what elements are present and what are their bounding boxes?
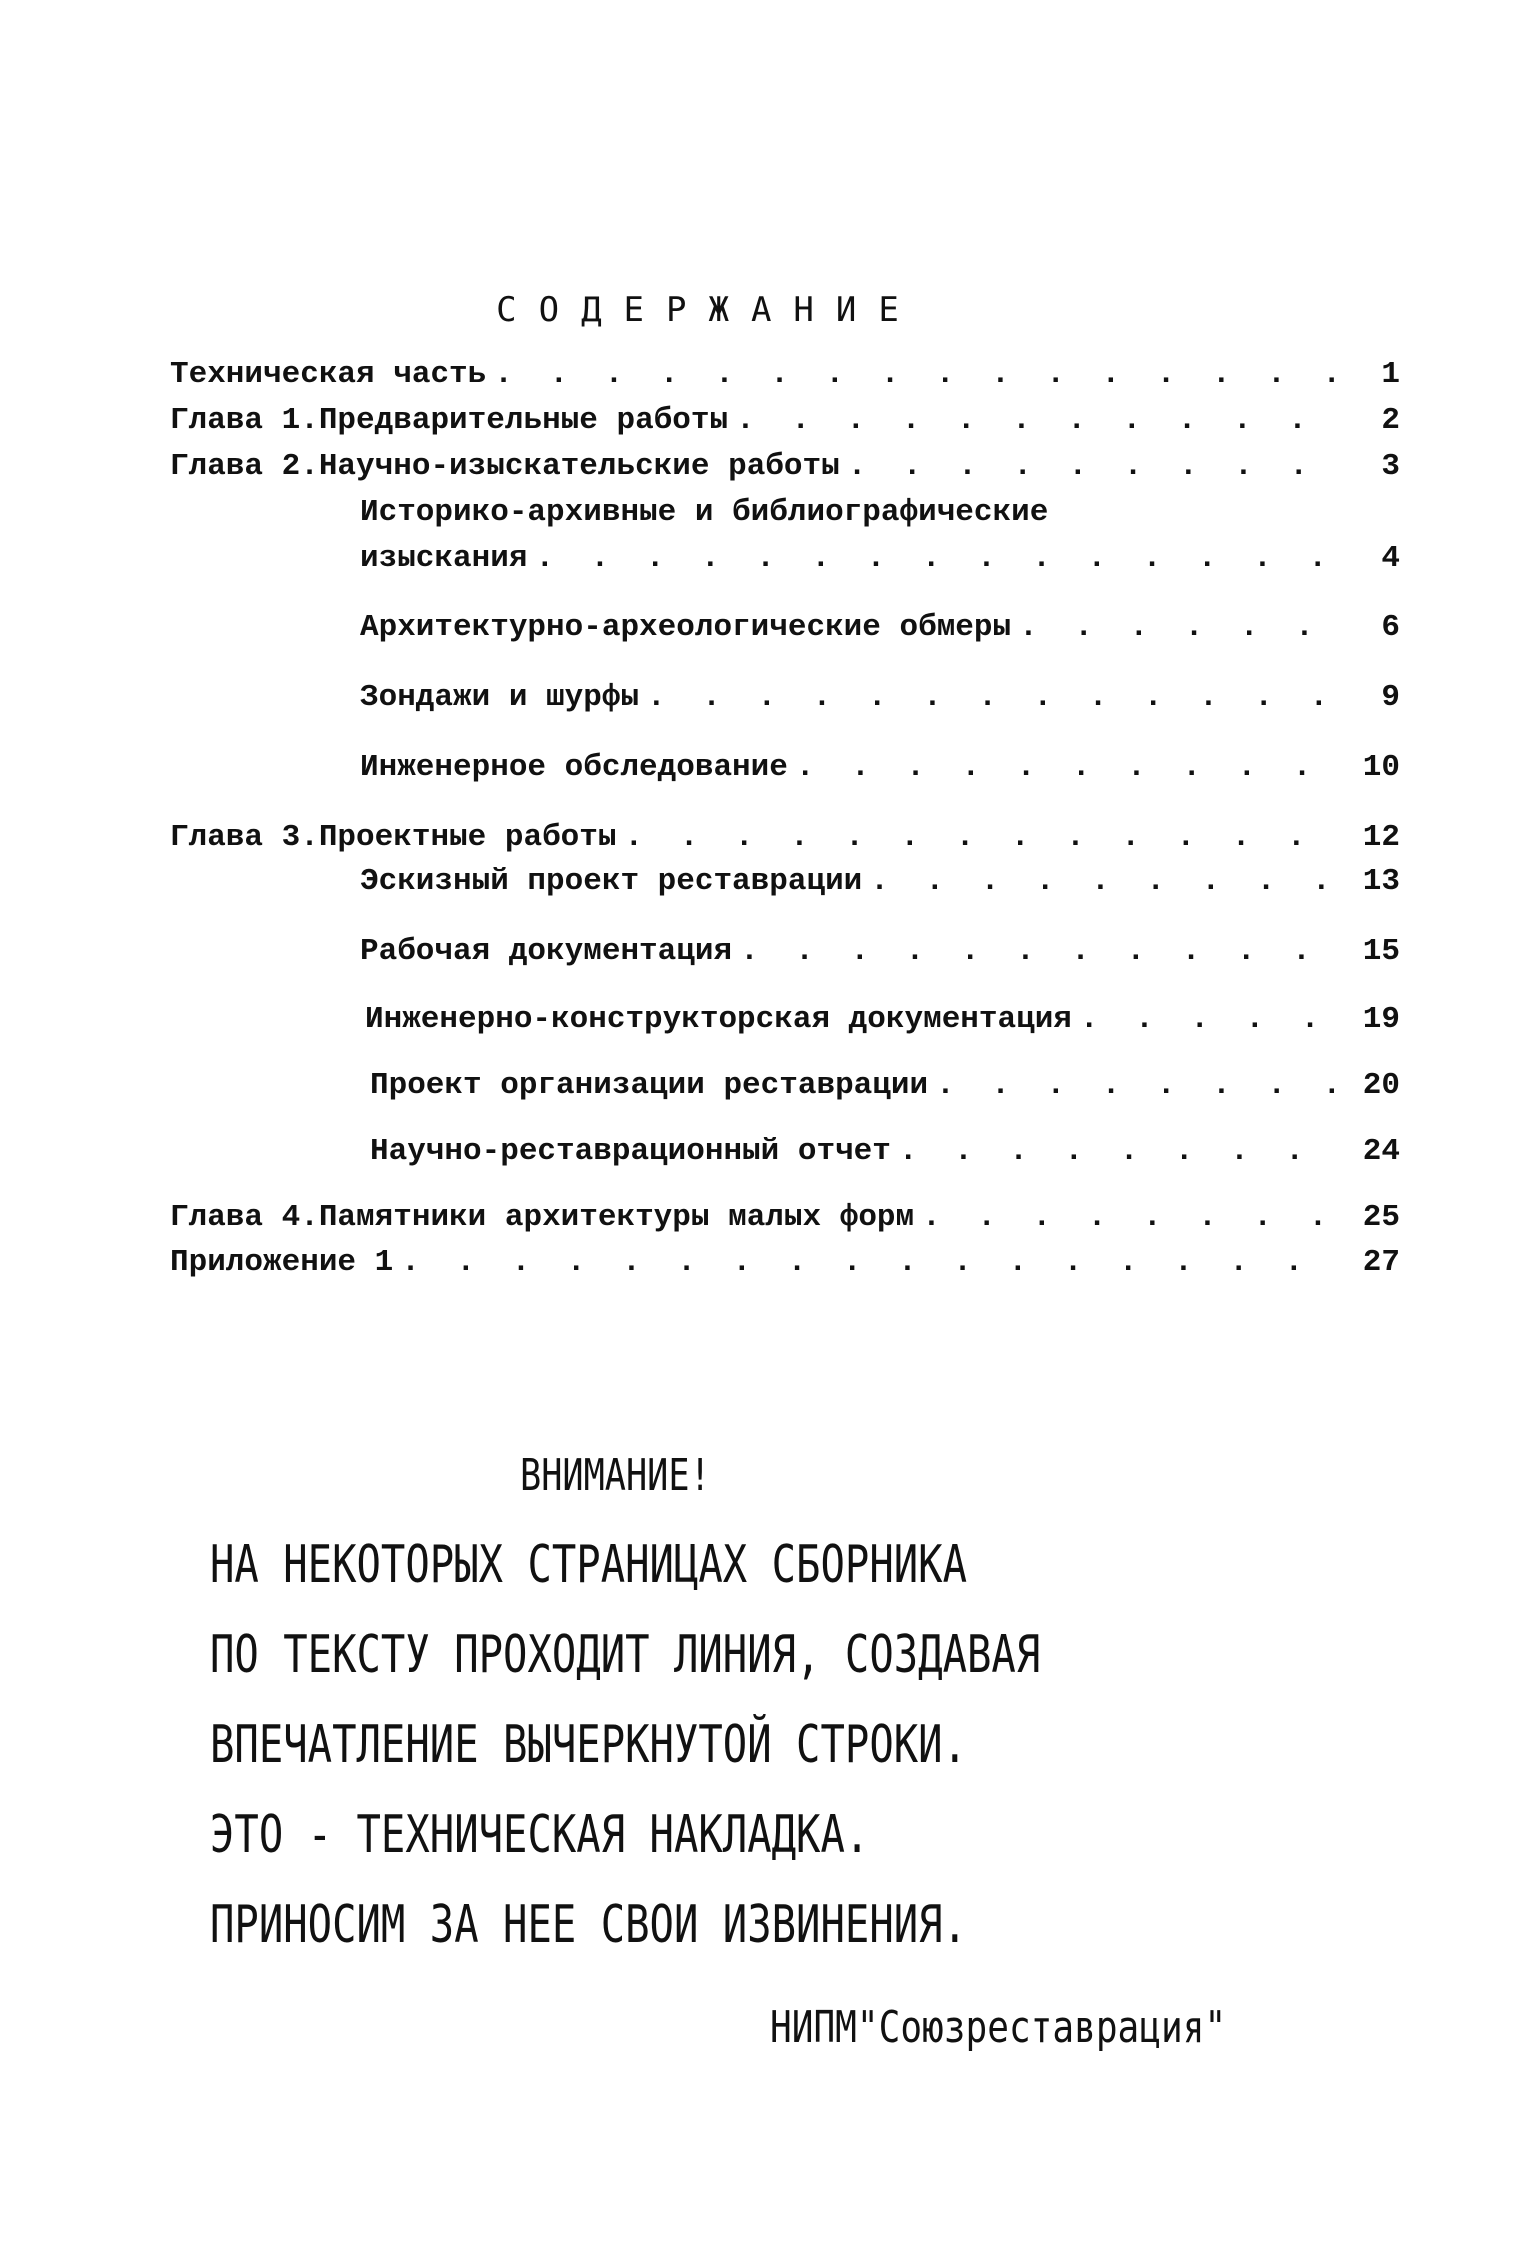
toc-chapter-prefix: Глава 4. [170,1200,319,1235]
toc-entry-page: 27 [1362,1245,1400,1280]
toc-entry-page: 4 [1381,541,1400,576]
toc-entry [365,1002,1400,1037]
notice-line: ПРИНОСИМ ЗА НЕЕ СВОИ ИЗВИНЕНИЯ. [210,1895,968,1955]
toc-entry-label: Научно-изыскательские работы [318,449,840,484]
toc-entry [170,449,1400,484]
notice-heading: ВНИМАНИЕ! [520,1450,711,1501]
toc-entry [360,680,1400,715]
toc-entry-page: 20 [1362,1068,1400,1103]
toc-entry-label: Архитектурно-археологические обмеры [360,610,1012,645]
toc-entry-page: 6 [1381,610,1400,645]
toc-entry-page: 13 [1362,864,1400,899]
toc-entry-label: Техническая часть [170,357,487,392]
toc-entry [170,403,1400,438]
toc-entry [360,750,1400,785]
toc-leader-dots [732,934,1336,969]
toc-entry-label: Инженерно-конструкторская документация [365,1002,1072,1037]
toc-entry-label: Проект организации реставрации [370,1068,929,1103]
toc-entry-label: Рабочая документация [360,934,733,969]
toc-chapter-prefix: Глава 3. [170,820,319,855]
toc-entry-page: 25 [1362,1200,1400,1235]
toc-entry-label: Инженерное обследование [360,750,788,785]
toc-leader-dots [788,750,1336,785]
toc-leader-dots [527,541,1336,576]
notice-line: ЭТО - ТЕХНИЧЕСКАЯ НАКЛАДКА. [210,1805,870,1865]
toc-leader-dots [840,449,1336,484]
toc-leader-dots [1072,1002,1336,1037]
toc-entry [370,1068,1400,1103]
toc-leader-dots [891,1134,1336,1169]
toc-entry-page: 24 [1362,1134,1400,1169]
toc-leader-dots [728,403,1336,438]
toc-leader-dots [393,1245,1336,1280]
toc-entry [170,357,1400,392]
toc-chapter-prefix: Глава 1. [170,403,319,438]
toc-entry-page: 12 [1362,820,1400,855]
toc-leader-dots [1011,610,1336,645]
toc-entry-label: Памятники архитектуры малых форм [318,1200,915,1235]
notice-line: ПО ТЕКСТУ ПРОХОДИТ ЛИНИЯ, СОЗДАВАЯ [210,1625,1041,1685]
toc-chapter-prefix: Глава 2. [170,449,319,484]
toc-leader-dots [486,357,1336,392]
toc-leader-dots [928,1068,1336,1103]
signature: НИПМ"Союзреставрация" [770,2002,1227,2053]
toc-leader-dots [616,820,1336,855]
toc-entry-page: 10 [1362,750,1400,785]
toc-entry-label: изыскания [360,541,528,576]
toc-leader-dots [862,864,1336,899]
toc-entry-page: 9 [1381,680,1400,715]
notice-line: НА НЕКОТОРЫХ СТРАНИЦАХ СБОРНИКА [210,1535,968,1595]
toc-leader-dots [914,1200,1336,1235]
toc-entry [360,934,1400,969]
toc-entry [170,820,1400,855]
toc-entry-label: Эскизный проект реставрации [360,864,863,899]
toc-entry [170,1200,1400,1235]
toc-entry-page: 2 [1381,403,1400,438]
toc-entry [170,1245,1400,1280]
toc-entry-label: Зондажи и шурфы [360,680,640,715]
toc-entry-page: 1 [1381,357,1400,392]
toc-title: СОДЕРЖАНИЕ [496,290,921,330]
toc-entry-page: 15 [1362,934,1400,969]
notice-line: ВПЕЧАТЛЕНИЕ ВЫЧЕРКНУТОЙ СТРОКИ. [210,1715,968,1775]
toc-entry [360,610,1400,645]
toc-entry-label: Научно-реставрационный отчет [370,1134,891,1169]
toc-entry-label: Приложение 1 [170,1245,394,1280]
toc-entry [360,541,1400,576]
toc-leader-dots [639,680,1336,715]
toc-entry-page: 19 [1362,1002,1400,1037]
toc-entry [370,1134,1400,1169]
toc-entry [360,864,1400,899]
toc-entry-label-line1: Историко-архивные и библиографические [360,495,1049,530]
toc-entry-label: Предварительные работы [318,403,729,438]
toc-entry-label: Проектные работы [318,820,617,855]
toc-entry-page: 3 [1381,449,1400,484]
